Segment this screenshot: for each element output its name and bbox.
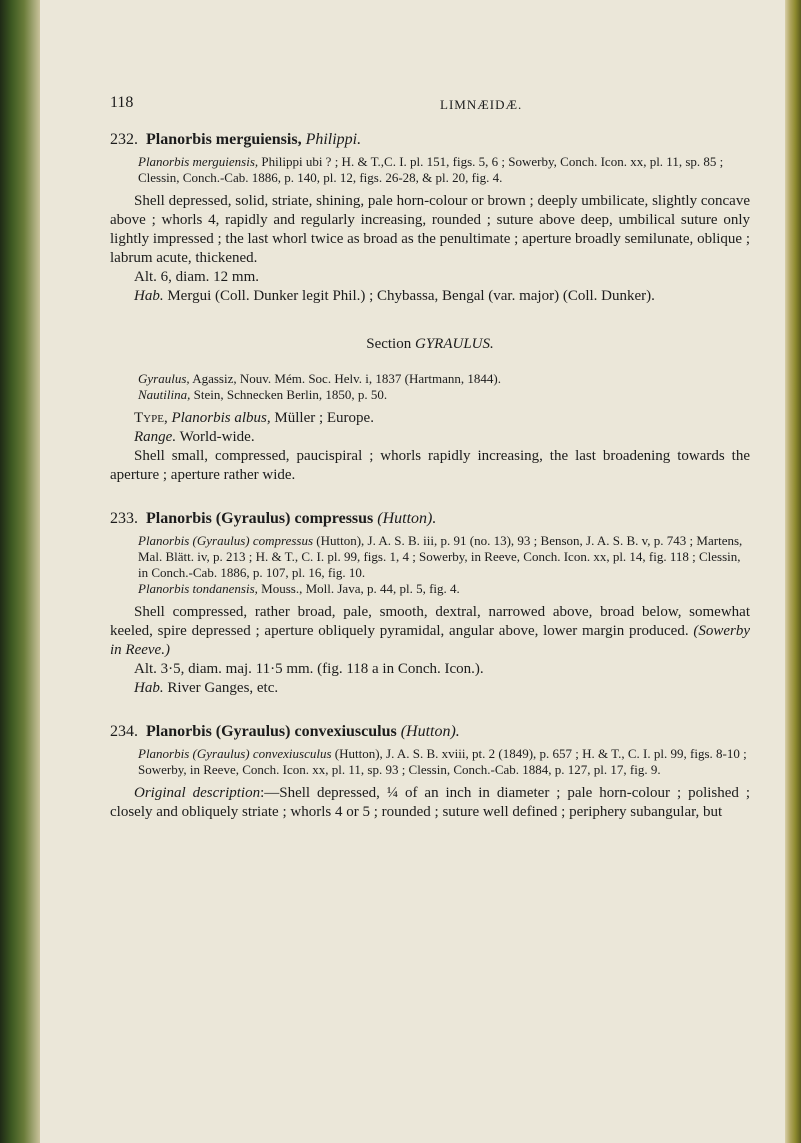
- synonymy-233-b: Planorbis tondanensis, Mouss., Moll. Java, p. 44, pl. 5, fig. 4.: [138, 581, 460, 596]
- page-number: 118: [110, 94, 134, 111]
- section-type: Type, Planorbis albus, Müller ; Europe.: [134, 410, 374, 426]
- synonymy-232: Planorbis merguiensis, Philippi ubi ? ; H. & T.,C. I. pl. 151, figs. 5, 6 ; Sowerby, Conch. Icon. xx, pl. 11, sp. 85 ; Clessin, Conch.-Cab. 1886, p. 140, pl. 12, figs. 26-28, & pl. 20, fig. 4.: [138, 154, 724, 185]
- dimensions-233: Alt. 3·5, diam. maj. 11·5 mm. (fig. 118 a in Conch. Icon.).: [134, 661, 484, 677]
- synonymy-233-a: Planorbis (Gyraulus) compressus (Hutton), J. A. S. B. iii, p. 91 (no. 13), 93 ; Benson, J. A. S. B. v, p. 743 ; Martens, Mal. Blätt. iv, p. 213 ; H. & T., C. I. pl. 99, figs. 1, 4 ; Sowerby, in Reeve, Conch. Icon. xx, pl. 14, fig. 118 ; Clessin, in Conch.-Cab. 1886, p. 107, pl. 16, fig. 10.: [138, 533, 743, 580]
- species-heading-234: 234. Planorbis (Gyraulus) convexiusculus (Hutton).: [110, 723, 460, 740]
- habitat-232: Hab. Mergui (Coll. Dunker legit Phil.) ; Chybassa, Bengal (var. major) (Coll. Dunker).: [134, 288, 655, 304]
- synonymy-234: Planorbis (Gyraulus) convexiusculus (Hutton), J. A. S. B. xviii, pt. 2 (1849), p. 657 ; H. & T., C. I. pl. 99, figs. 8-10 ; Sowerby, in Reeve, Conch. Icon. xx, pl. 11, sp. 93 ; Clessin, Conch.-Cab. 1884, p. 127, pl. 17, fig. 9.: [138, 746, 747, 777]
- running-head: LIMNÆIDÆ.: [440, 97, 523, 112]
- book-binding-right: [785, 0, 801, 1143]
- section-synonym-2: Nautilina, Stein, Schnecken Berlin, 1850, p. 50.: [138, 387, 388, 402]
- dimensions-232: Alt. 6, diam. 12 mm.: [134, 269, 259, 285]
- species-heading-232: 232. Planorbis merguiensis, Philippi.: [110, 131, 362, 148]
- section-synonym-1: Gyraulus, Agassiz, Nouv. Mém. Soc. Helv. i, 1837 (Hartmann, 1844).: [138, 371, 502, 386]
- page-header: [110, 94, 745, 114]
- section-range: Range. World-wide.: [134, 429, 255, 445]
- species-heading-233: 233. Planorbis (Gyraulus) compressus (Hutton).: [110, 510, 437, 527]
- original-description-234: Original description:—Shell depressed, ¼ of an inch in diameter ; pale horn-colour ; polished ; closely and obliquely striate ; whorls 4 or 5 ; rounded ; suture well defined ; periphery subangular, but: [110, 785, 750, 820]
- section-description: Shell small, compressed, paucispiral ; whorls rapidly increasing, the last broadening towards the aperture ; aperture rather wide.: [110, 448, 750, 483]
- book-page: [40, 0, 785, 1143]
- description-233: Shell compressed, rather broad, pale, smooth, dextral, narrowed above, broad below, somewhat keeled, spire depressed ; aperture obliquely pyramidal, angular above, lower margin produced. (Sowerby in Reeve.): [110, 604, 751, 658]
- book-binding-left: [0, 0, 40, 1143]
- habitat-233: Hab. River Ganges, etc.: [134, 680, 279, 696]
- section-title: Section GYRAULUS.: [366, 336, 494, 352]
- description-232: Shell depressed, solid, striate, shining, pale horn-colour or brown ; deeply umbilicate, slightly concave above ; whorls 4, rapidly and regularly increasing, rounded ; suture above deep, umbilical suture only lightly impressed ; the last whorl twice as broad as the penultimate ; aperture broadly semilunate, oblique ; labrum acute, thickened.: [110, 193, 750, 266]
- page-content: [110, 130, 750, 822]
